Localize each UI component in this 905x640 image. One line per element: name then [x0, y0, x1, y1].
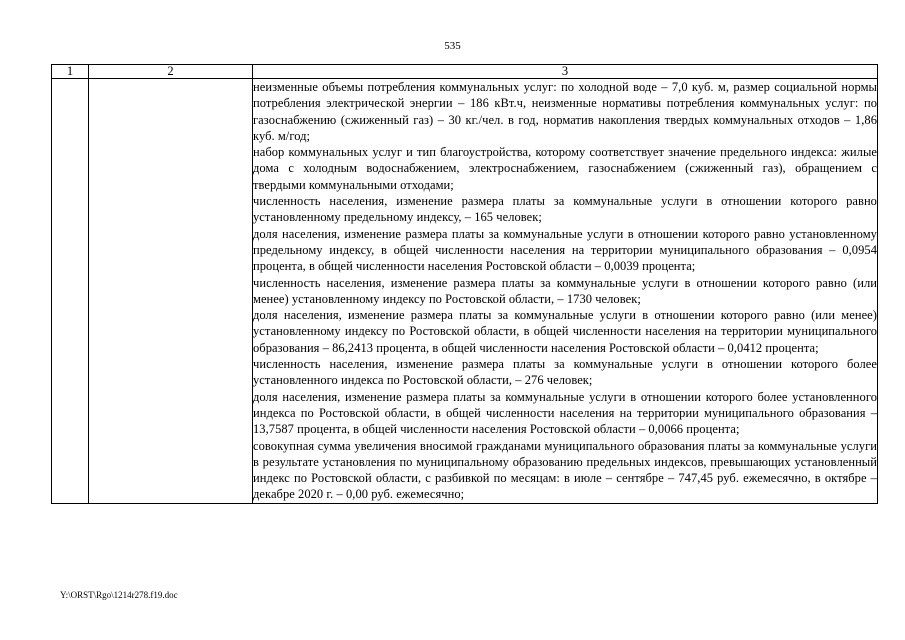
column-header-2: 2	[89, 65, 253, 79]
paragraph: доля населения, изменение размера платы за коммунальные услуги в отношении которого равно (или менее) установленному индексу по Ростовской области, в общей численности населения на территории муниципального образования – 86,2413 процента, в общей численности населения Ростовской области – 0,0412 процента;	[253, 308, 877, 355]
paragraph: доля населения, изменение размера платы за коммунальные услуги в отношении которого более установленного индекса по Ростовской области, в общей численности населения на территории муниципального образования – 13,7587 процента, в общей численности населения Ростовской области – 0,0066 процента;	[253, 389, 877, 437]
document-table	[51, 64, 878, 504]
paragraph: численность населения, изменение размера платы за коммунальные услуги в отношении которого более установленного индекса по Ростовской области, – 276 человек;	[253, 357, 877, 388]
paragraph: набор коммунальных услуг и тип благоустройства, которому соответствует значение предельного индекса: жилые дома с холодным водоснабжением, электроснабжением, газоснабжением (сжиженный газ), обращением с твердыми коммунальными отходами;	[253, 145, 877, 192]
table-cell-col3	[253, 79, 878, 504]
column-header-3: 3	[253, 65, 878, 79]
paragraph: совокупная сумма увеличения вносимой гражданами муниципального образования платы за коммунальные услуги в результате установления по муниципальному образованию предельных индексов, превышающих установленный индекс по Ростовской области, с разбивкой по месяцам: в июле – сентябре – 747,45 руб. ежемесячно, в октябре – декабре 2020 г. – 0,00 руб. ежемесячно;	[253, 438, 877, 502]
table-row	[52, 79, 878, 504]
paragraph: неизменные объемы потребления коммунальных услуг: по холодной воде – 7,0 куб. м, размер социальной нормы потребления электрической энергии – 186 кВт.ч, неизменные нормативы потребления коммунальных услуг: по газоснабжению (сжиженный газ) – 30 кг./чел. в год, норматив накопления твердых коммунальных отходов – 1,86 куб. м/год;	[253, 80, 877, 143]
footer-file-path: Y:\ORST\Rgo\1214r278.f19.doc	[60, 590, 178, 600]
table-cell-col2	[89, 79, 253, 504]
paragraph: численность населения, изменение размера платы за коммунальные услуги в отношении которого равно установленному предельному индексу, – 165 человек;	[253, 194, 877, 225]
table-cell-col1	[52, 79, 89, 504]
table-header-row	[52, 65, 878, 79]
column-header-1: 1	[52, 65, 89, 79]
paragraph: доля населения, изменение размера платы за коммунальные услуги в отношении которого равно установленному предельному индексу, в общей численности населения на территории муниципального образования – 0,0954 процента, в общей численности населения Ростовской области – 0,0039 процента;	[253, 226, 877, 274]
page-number: 535	[444, 40, 461, 52]
paragraph: численность населения, изменение размера платы за коммунальные услуги в отношении которого равно (или менее) установленному индексу по Ростовской области, – 1730 человек;	[253, 275, 877, 306]
